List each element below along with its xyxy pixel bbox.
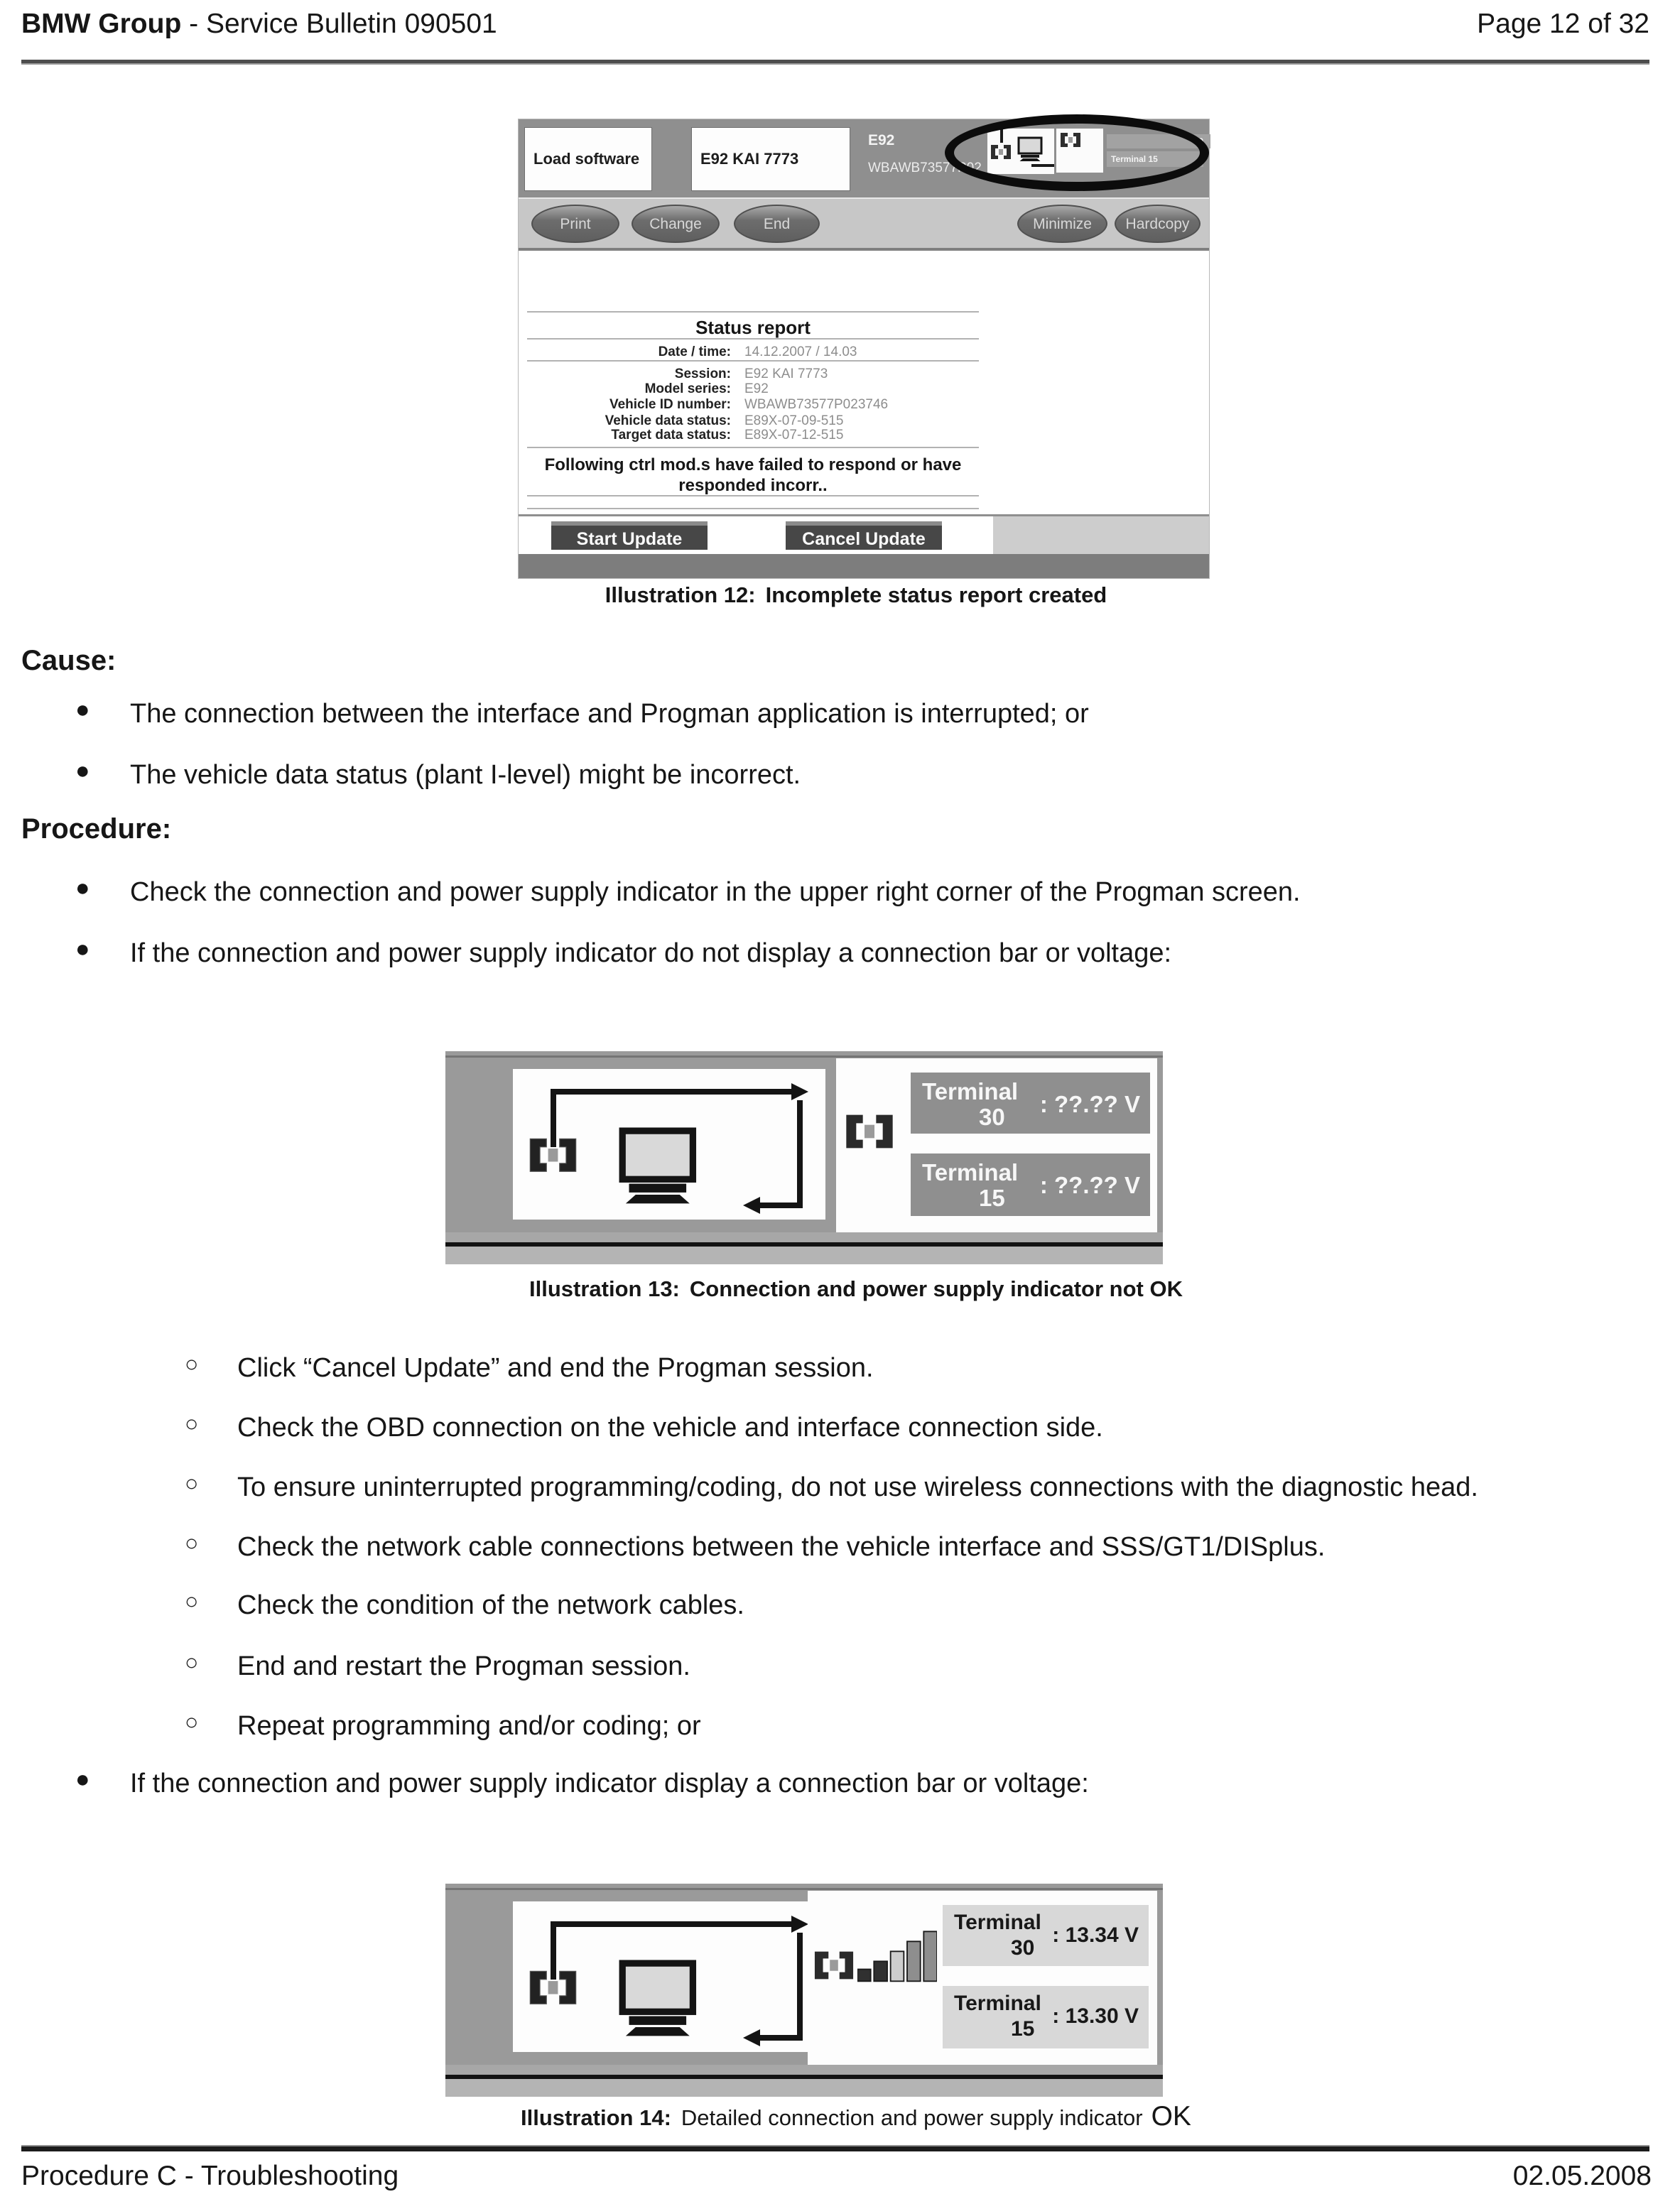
sub-bullet-3 bbox=[0, 1472, 1662, 1503]
circle-bullet-icon: ○ bbox=[185, 1709, 199, 1735]
terminal-name: Terminal bbox=[922, 1078, 1019, 1104]
bullet-text: Click “Cancel Update” and end the Progman session. bbox=[237, 1353, 874, 1383]
footer-date: 02.05.2008 bbox=[1512, 2161, 1652, 2191]
bullet-dot-icon: ● bbox=[75, 696, 90, 723]
connection-loop-diagram bbox=[513, 1901, 825, 2052]
caption-text: Connection and power supply indicator not OK bbox=[689, 1276, 1183, 1301]
progman-button-bar bbox=[519, 197, 1209, 251]
separator bbox=[527, 360, 979, 362]
terminal-readout-panel bbox=[836, 1058, 1157, 1232]
session-box bbox=[691, 127, 850, 191]
header-divider bbox=[21, 60, 1649, 65]
procedure-heading: Procedure: bbox=[21, 813, 172, 845]
figure-top-edge bbox=[445, 1055, 1163, 1058]
separator bbox=[527, 311, 979, 313]
bullet-text: If the connection and power supply indicator display a connection bar or voltage: bbox=[130, 1769, 1089, 1798]
row-value: E92 KAI 7773 bbox=[744, 367, 828, 381]
row-label: Session: bbox=[674, 367, 731, 381]
connection-loop-diagram bbox=[513, 1069, 825, 1220]
computer-icon bbox=[622, 1131, 693, 1203]
procedure-bullet-2 bbox=[0, 935, 1662, 969]
terminal-30-box bbox=[943, 1905, 1149, 1966]
bullet-dot-icon: ● bbox=[75, 757, 90, 784]
bullet-text: Check the connection and power supply indicator in the upper right corner of the Progman screen. bbox=[130, 877, 1301, 907]
bullet-dot-icon: ● bbox=[75, 874, 90, 901]
bullet-dot-icon: ● bbox=[75, 935, 90, 962]
progman-bottom-bar bbox=[519, 554, 1209, 578]
obd-connector-icon bbox=[845, 1112, 894, 1151]
footer-left: Procedure C - Troubleshooting bbox=[21, 2161, 399, 2191]
row-value: E92 bbox=[744, 381, 769, 396]
bullet-text: Check the OBD connection on the vehicle and interface connection side. bbox=[237, 1413, 1103, 1443]
terminal-value: : 13.34 V bbox=[1052, 1923, 1139, 1947]
caption-number: Illustration 14: bbox=[521, 2105, 671, 2130]
terminal-30-box bbox=[911, 1073, 1150, 1134]
sub-bullet-6 bbox=[0, 1651, 1662, 1682]
bullet-text: End and restart the Progman session. bbox=[237, 1651, 690, 1681]
report-message-line1: Following ctrl mod.s have failed to respond or have bbox=[544, 455, 962, 474]
separator bbox=[527, 338, 979, 340]
separator bbox=[527, 508, 979, 509]
bullet-text: Repeat programming and/or coding; or bbox=[237, 1711, 701, 1741]
bullet-text: Check the condition of the network cables. bbox=[237, 1590, 744, 1620]
terminal-value: : ??.?? V bbox=[1039, 1091, 1140, 1117]
row-value: 14.12.2007 / 14.03 bbox=[744, 344, 857, 359]
terminal-value: : 13.30 V bbox=[1052, 2004, 1139, 2028]
row-label: Vehicle ID number: bbox=[609, 397, 731, 412]
row-label: Date / time: bbox=[658, 344, 731, 359]
highlight-ellipse-annotation bbox=[945, 114, 1209, 191]
hardcopy-button[interactable]: Hardcopy bbox=[1115, 205, 1201, 243]
indicator-ok-figure bbox=[445, 1884, 1163, 2097]
bullet-text: If the connection and power supply indicator do not display a connection bar or voltage: bbox=[130, 938, 1172, 968]
header-title: - Service Bulletin 090501 bbox=[181, 9, 497, 39]
illustration13-caption bbox=[32, 1276, 1680, 1302]
figure-top-edge bbox=[445, 1888, 1163, 1890]
print-button[interactable]: Print bbox=[531, 205, 619, 243]
connection-diagram-panel bbox=[513, 1069, 825, 1220]
end-button[interactable]: End bbox=[734, 205, 820, 243]
cause-heading: Cause: bbox=[21, 645, 116, 676]
panel-divider-line bbox=[519, 514, 1209, 516]
terminal-15-box bbox=[943, 1986, 1149, 2048]
terminal-name: Terminal bbox=[954, 1911, 1041, 1934]
circle-bullet-icon: ○ bbox=[185, 1351, 199, 1377]
row-label: Model series: bbox=[644, 381, 731, 396]
terminal-15-box bbox=[911, 1153, 1150, 1216]
circle-bullet-icon: ○ bbox=[185, 1588, 199, 1614]
minimize-button[interactable]: Minimize bbox=[1017, 205, 1107, 243]
bullet-text: The connection between the interface and Progman application is interrupted; or bbox=[130, 699, 1089, 729]
caption-ok-text: OK bbox=[1151, 2101, 1191, 2132]
figure-strip bbox=[445, 1247, 1163, 1264]
cause-bullet-2 bbox=[0, 757, 1662, 791]
load-software-label: Load software bbox=[533, 150, 640, 168]
bullet-text: Check the network cable connections between the vehicle interface and SSS/GT1/DISplus. bbox=[237, 1532, 1326, 1562]
terminal-name: Terminal bbox=[954, 1992, 1041, 2015]
circle-bullet-icon: ○ bbox=[185, 1470, 199, 1496]
illustration14-caption bbox=[32, 2101, 1680, 2132]
header-brand: BMW Group bbox=[21, 9, 182, 39]
sub-bullet-5 bbox=[0, 1590, 1662, 1621]
separator bbox=[527, 495, 979, 496]
report-message-line2: responded incorr.. bbox=[678, 476, 828, 495]
document-header bbox=[21, 9, 1649, 40]
terminal-number: 30 bbox=[979, 1104, 1005, 1130]
row-value: WBAWB73577P023746 bbox=[744, 397, 889, 412]
bullet-text: The vehicle data status (plant I-level) might be incorrect. bbox=[130, 760, 801, 790]
computer-icon bbox=[622, 1963, 693, 2036]
terminal-15-fragment: Terminal 15 bbox=[1107, 151, 1203, 167]
figure-strip bbox=[445, 2079, 1163, 2097]
terminal-number: 15 bbox=[1011, 2017, 1035, 2041]
sub-bullet-2 bbox=[0, 1413, 1662, 1443]
circle-bullet-icon: ○ bbox=[185, 1411, 199, 1436]
terminal-number: 30 bbox=[1011, 1936, 1035, 1960]
terminal-readout-panel bbox=[808, 1891, 1157, 2065]
cancel-update-button[interactable]: Cancel Update bbox=[786, 521, 942, 550]
sub-bullet-7 bbox=[0, 1711, 1662, 1742]
terminal-value: : ??.?? V bbox=[1039, 1172, 1140, 1198]
page-number: Page 12 of 32 bbox=[1477, 9, 1649, 39]
footer-divider bbox=[21, 2145, 1649, 2151]
progman-title-bar bbox=[519, 119, 1209, 197]
cause-bullet-1 bbox=[0, 696, 1662, 729]
obd-connector-icon bbox=[813, 1949, 855, 1982]
connection-diagram-panel bbox=[513, 1901, 825, 2052]
row-label: Vehicle data status: bbox=[605, 413, 731, 428]
caption-text: Detailed connection and power supply indicator bbox=[681, 2105, 1143, 2130]
circle-bullet-icon: ○ bbox=[185, 1530, 199, 1556]
status-report-panel bbox=[519, 251, 1209, 514]
document-footer bbox=[21, 2161, 1652, 2192]
caption-number: Illustration 12: bbox=[605, 582, 756, 607]
session-label: E92 KAI 7773 bbox=[700, 150, 799, 168]
model-series-label: E92 bbox=[868, 132, 895, 148]
row-label: Target data status: bbox=[611, 428, 731, 443]
caption-number: Illustration 13: bbox=[529, 1276, 680, 1301]
bullet-dot-icon: ● bbox=[75, 1766, 90, 1793]
separator bbox=[527, 447, 979, 448]
sub-bullet-4 bbox=[0, 1532, 1662, 1563]
status-report-title: Status report bbox=[695, 317, 811, 338]
illustration12-caption bbox=[32, 582, 1680, 608]
load-software-box bbox=[524, 127, 652, 191]
indicator-not-ok-figure bbox=[445, 1051, 1163, 1264]
change-button[interactable]: Change bbox=[632, 205, 720, 243]
vin-label: WBAWB73577P02 bbox=[868, 161, 982, 175]
bullet-text: To ensure uninterrupted programming/coding, do not use wireless connections with the diagnostic head. bbox=[237, 1472, 1478, 1502]
figure-strip bbox=[445, 1232, 1163, 1242]
terminal-number: 15 bbox=[979, 1185, 1005, 1211]
row-value: E89X-07-12-515 bbox=[744, 428, 844, 443]
circle-bullet-icon: ○ bbox=[185, 1649, 199, 1675]
row-value: E89X-07-09-515 bbox=[744, 413, 844, 428]
figure-strip bbox=[445, 2065, 1163, 2075]
terminal-name: Terminal bbox=[922, 1159, 1019, 1185]
start-update-button[interactable]: Start Update bbox=[551, 521, 708, 550]
sub-bullet-1 bbox=[0, 1353, 1662, 1384]
caption-text: Incomplete status report created bbox=[765, 582, 1107, 607]
procedure-bullet-1 bbox=[0, 874, 1662, 908]
progman-screenshot bbox=[518, 119, 1210, 579]
signal-bars-icon bbox=[857, 1926, 937, 1983]
terminal-30-fragment: 30 bbox=[1107, 134, 1210, 148]
procedure-final-bullet bbox=[0, 1766, 1662, 1799]
